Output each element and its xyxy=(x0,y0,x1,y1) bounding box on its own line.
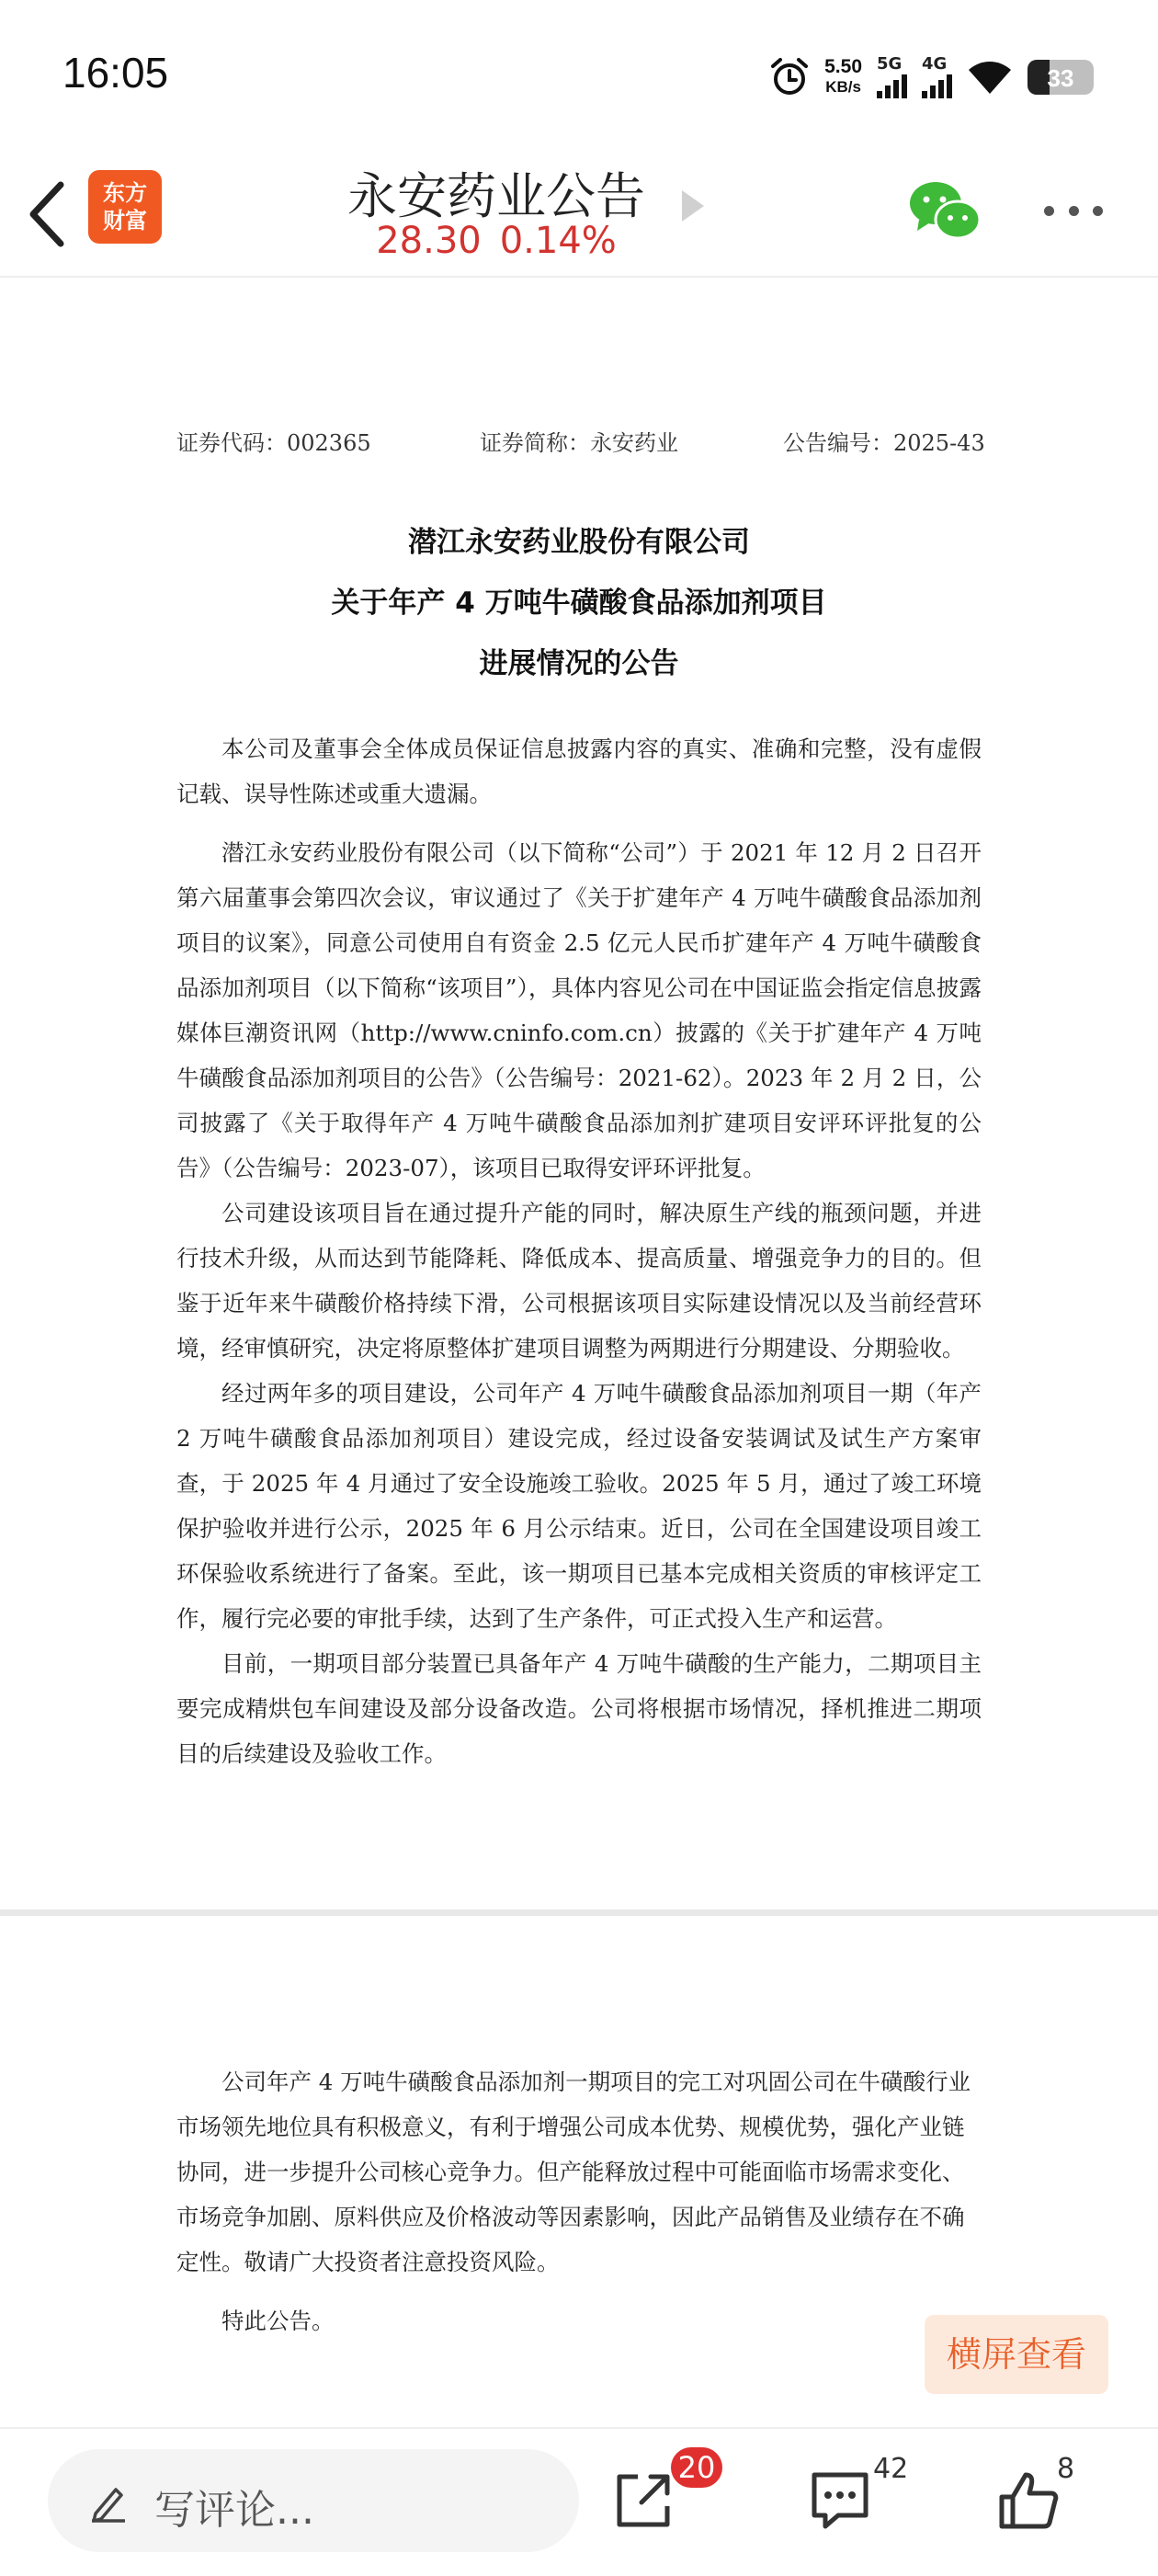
clock: 16:05 xyxy=(62,49,169,97)
comment-placeholder: 写评论... xyxy=(154,2487,314,2534)
comment-input[interactable] xyxy=(48,2449,579,2552)
signal-4g xyxy=(922,56,952,98)
page2-paragraph: 公司年产 4 万吨牛磺酸食品添加剂一期项目的完工对巩固公司在牛磺酸行业市场领先地位具有积极意义，有利于增强公司成本优势、规模优势，强化产业链协同，进一步提升公司核心竞争力。但产能释放过程中可能面临市场需求变化、市场竞争加剧、原料供应及价格波动等因素影响，因此产品销售及业绩存在不确定性。敬请广大投资者注意投资风险。 xyxy=(176,2069,971,2275)
app-header xyxy=(0,152,1158,278)
next-stock-icon[interactable] xyxy=(682,190,704,222)
body-paragraph-4: 目前，一期项目部分装置已具备年产 4 万吨牛磺酸的生产能力，二期项目主要完成精烘包车间建设及部分设备改造。公司将根据市场情况，择机推进二期项目的后续建设及验收工作。 xyxy=(176,1650,982,1767)
signal-4g-label: 4G xyxy=(922,54,948,74)
doc-title-line2: 关于年产 4 万吨牛磺酸食品添加剂项目 xyxy=(331,587,827,620)
logo-line2: 财富 xyxy=(103,208,147,234)
page-title: 永安药业公告 xyxy=(347,167,645,225)
more-menu-icon[interactable] xyxy=(1044,199,1103,222)
body-paragraphs xyxy=(176,830,982,1776)
app-logo[interactable] xyxy=(88,170,162,244)
status-bar xyxy=(0,0,1158,147)
status-icons xyxy=(769,50,1094,105)
body-paragraph-1: 潜江永安药业股份有限公司（以下简称“公司”）于 2021 年 12 月 2 日召开第六届董事会第四次会议，审议通过了《关于扩建年产 4 万吨牛磺酸食品添加剂项目的议案》，同意公司使用自有资金 2.5 亿元人民币扩建年产 4 万吨牛磺酸食品添加剂项目（以下简称“该项目”），具体内容见公司在中国证监会指定信息披露媒体巨潮资讯网（http://www.cninfo.com.cn）披露的《关于扩建年产 4 万吨牛磺酸食品添加剂项目的公告》（公告编号：2021-62）。2023 年 2 月 2 日，公司披露了《关于取得年产 4 万吨牛磺酸食品添加剂扩建项目安评环评批复的公告》（公告编号：2023-07），该项目已取得安评环评批复。 xyxy=(176,839,982,1181)
signal-5g-label: 5G xyxy=(877,54,903,74)
net-speed-unit: KB/s xyxy=(825,78,861,96)
doc-title-line3: 进展情况的公告 xyxy=(479,647,679,680)
stock-quote xyxy=(312,220,680,262)
stock-price: 28.30 xyxy=(376,220,482,262)
landscape-view-button[interactable]: 横屏查看 xyxy=(925,2315,1108,2394)
notice-number: 公告编号：2025-43 xyxy=(783,430,985,456)
share-icon[interactable] xyxy=(610,2468,676,2534)
page-divider xyxy=(0,1909,1158,1916)
like-count: 8 xyxy=(1057,2453,1075,2485)
security-code: 证券代码：002365 xyxy=(176,430,371,456)
doc-title-line1: 潜江永安药业股份有限公司 xyxy=(408,526,750,559)
bottom-bar xyxy=(0,2427,1158,2576)
share-count-badge: 20 xyxy=(671,2447,722,2488)
body-paragraph-3: 经过两年多的项目建设，公司年产 4 万吨牛磺酸食品添加剂项目一期（年产 2 万吨牛磺酸食品添加剂项目）建设完成，经过设备安装调试及试生产方案审查，于 2025 年 4 月通过了安全设施竣工验收。2025 年 5 月，通过了竣工环境保护验收并进行公示，2025 年 6 月公示结束。近日，公司在全国建设项目竣工环保验收系统进行了备案。至此，该一期项目已基本完成相关资质的审核评定工作，履行完必要的审批手续，达到了生产条件，可正式投入生产和运营。 xyxy=(176,1380,982,1632)
signal-icon xyxy=(922,73,952,98)
logo-line1: 东方 xyxy=(103,180,147,206)
intro-paragraph xyxy=(176,726,982,816)
stock-change: 0.14% xyxy=(499,220,617,262)
pencil-icon xyxy=(88,2482,129,2523)
comment-count: 42 xyxy=(873,2453,909,2485)
back-arrow-icon[interactable] xyxy=(24,177,79,251)
signal-5g xyxy=(877,56,907,98)
net-speed xyxy=(824,57,862,97)
signal-icon xyxy=(877,73,907,98)
security-short-name: 证券简称：永安药业 xyxy=(480,430,678,456)
wechat-share-icon[interactable] xyxy=(908,179,982,244)
body-paragraph-2: 公司建设该项目旨在通过提升产能的同时，解决原生产线的瓶颈问题，并进行技术升级，从而达到节能降耗、降低成本、提高质量、增强竞争力的目的。但鉴于近年来牛磺酸价格持续下滑，公司根据该项目实际建设情况以及当前经营环境，经审慎研究，决定将原整体扩建项目调整为两期进行分期建设、分期验收。 xyxy=(176,1200,982,1362)
wifi-icon xyxy=(967,59,1013,96)
net-speed-value: 5.50 xyxy=(824,56,862,77)
comment-icon[interactable] xyxy=(807,2468,873,2534)
closing-text: 特此公告。 xyxy=(221,2308,335,2334)
intro-text: 本公司及董事会全体成员保证信息披露内容的真实、准确和完整，没有虚假记载、误导性陈述或重大遗漏。 xyxy=(176,735,982,807)
alarm-icon xyxy=(769,57,810,97)
like-icon[interactable] xyxy=(996,2468,1062,2534)
battery-level: 33 xyxy=(1047,64,1074,92)
battery-icon xyxy=(1027,60,1094,95)
